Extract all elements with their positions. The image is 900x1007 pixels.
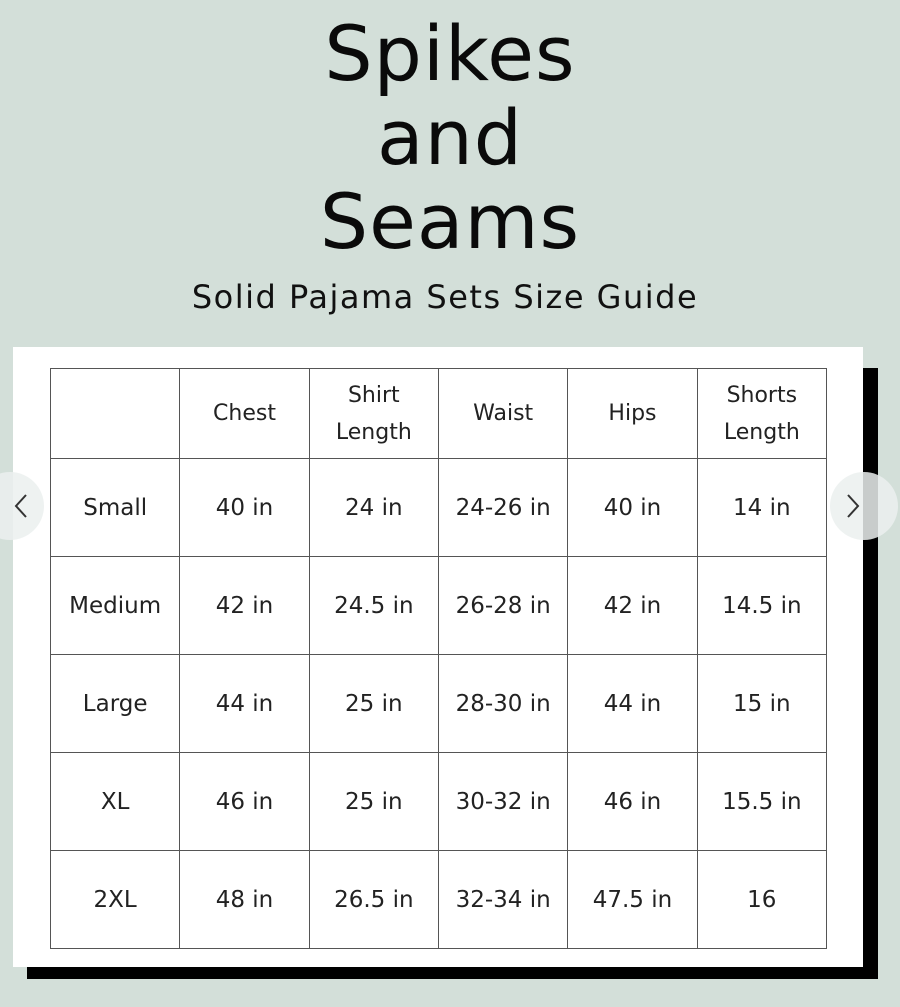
table-cell: 14.5 in — [697, 557, 826, 655]
size-guide-table — [50, 368, 827, 949]
brand-line-3: Seams — [319, 177, 581, 266]
table-cell: 24-26 in — [438, 459, 567, 557]
table-cell: 15 in — [697, 655, 826, 753]
table-cell: 48 in — [180, 851, 309, 949]
table-cell: 14 in — [697, 459, 826, 557]
table-cell: 30-32 in — [438, 753, 567, 851]
chevron-right-icon — [846, 472, 860, 538]
header-cell-chest: Chest — [180, 369, 309, 459]
brand-line-1: Spikes — [324, 9, 576, 98]
size-label-cell: Large — [51, 655, 180, 753]
table-cell: 26.5 in — [309, 851, 438, 949]
header-cell-empty — [51, 369, 180, 459]
brand-line-2: and — [377, 93, 523, 182]
carousel-prev-button[interactable] — [0, 472, 44, 540]
header-cell-hips: Hips — [568, 369, 697, 459]
table-cell: 42 in — [180, 557, 309, 655]
size-guide-card — [13, 347, 863, 967]
header-cell-waist: Waist — [438, 369, 567, 459]
table-cell: 40 in — [568, 459, 697, 557]
table-cell: 15.5 in — [697, 753, 826, 851]
table-cell: 25 in — [309, 655, 438, 753]
table-cell: 26-28 in — [438, 557, 567, 655]
table-cell: 46 in — [568, 753, 697, 851]
size-label-cell: 2XL — [51, 851, 180, 949]
table-cell: 46 in — [180, 753, 309, 851]
table-cell: 24.5 in — [309, 557, 438, 655]
table-cell: 28-30 in — [438, 655, 567, 753]
table-row — [51, 851, 827, 949]
table-row — [51, 459, 827, 557]
size-label-cell: XL — [51, 753, 180, 851]
size-label-cell: Medium — [51, 557, 180, 655]
page-subtitle: Solid Pajama Sets Size Guide — [191, 278, 699, 316]
header-cell-shorts-length: Shorts Length — [697, 369, 826, 459]
table-cell: 25 in — [309, 753, 438, 851]
carousel-next-button[interactable] — [830, 472, 898, 540]
table-row — [51, 655, 827, 753]
table-cell: 24 in — [309, 459, 438, 557]
table-cell: 32-34 in — [438, 851, 567, 949]
table-cell: 40 in — [180, 459, 309, 557]
table-cell: 44 in — [568, 655, 697, 753]
table-row — [51, 557, 827, 655]
table-cell: 47.5 in — [568, 851, 697, 949]
table-header-row — [51, 369, 827, 459]
chevron-left-icon — [14, 472, 28, 538]
size-label-cell: Small — [51, 459, 180, 557]
table-cell: 16 — [697, 851, 826, 949]
table-cell: 44 in — [180, 655, 309, 753]
brand-logo-text — [0, 9, 900, 266]
table-row — [51, 753, 827, 851]
header-cell-shirt-length: Shirt Length — [309, 369, 438, 459]
table-cell: 42 in — [568, 557, 697, 655]
